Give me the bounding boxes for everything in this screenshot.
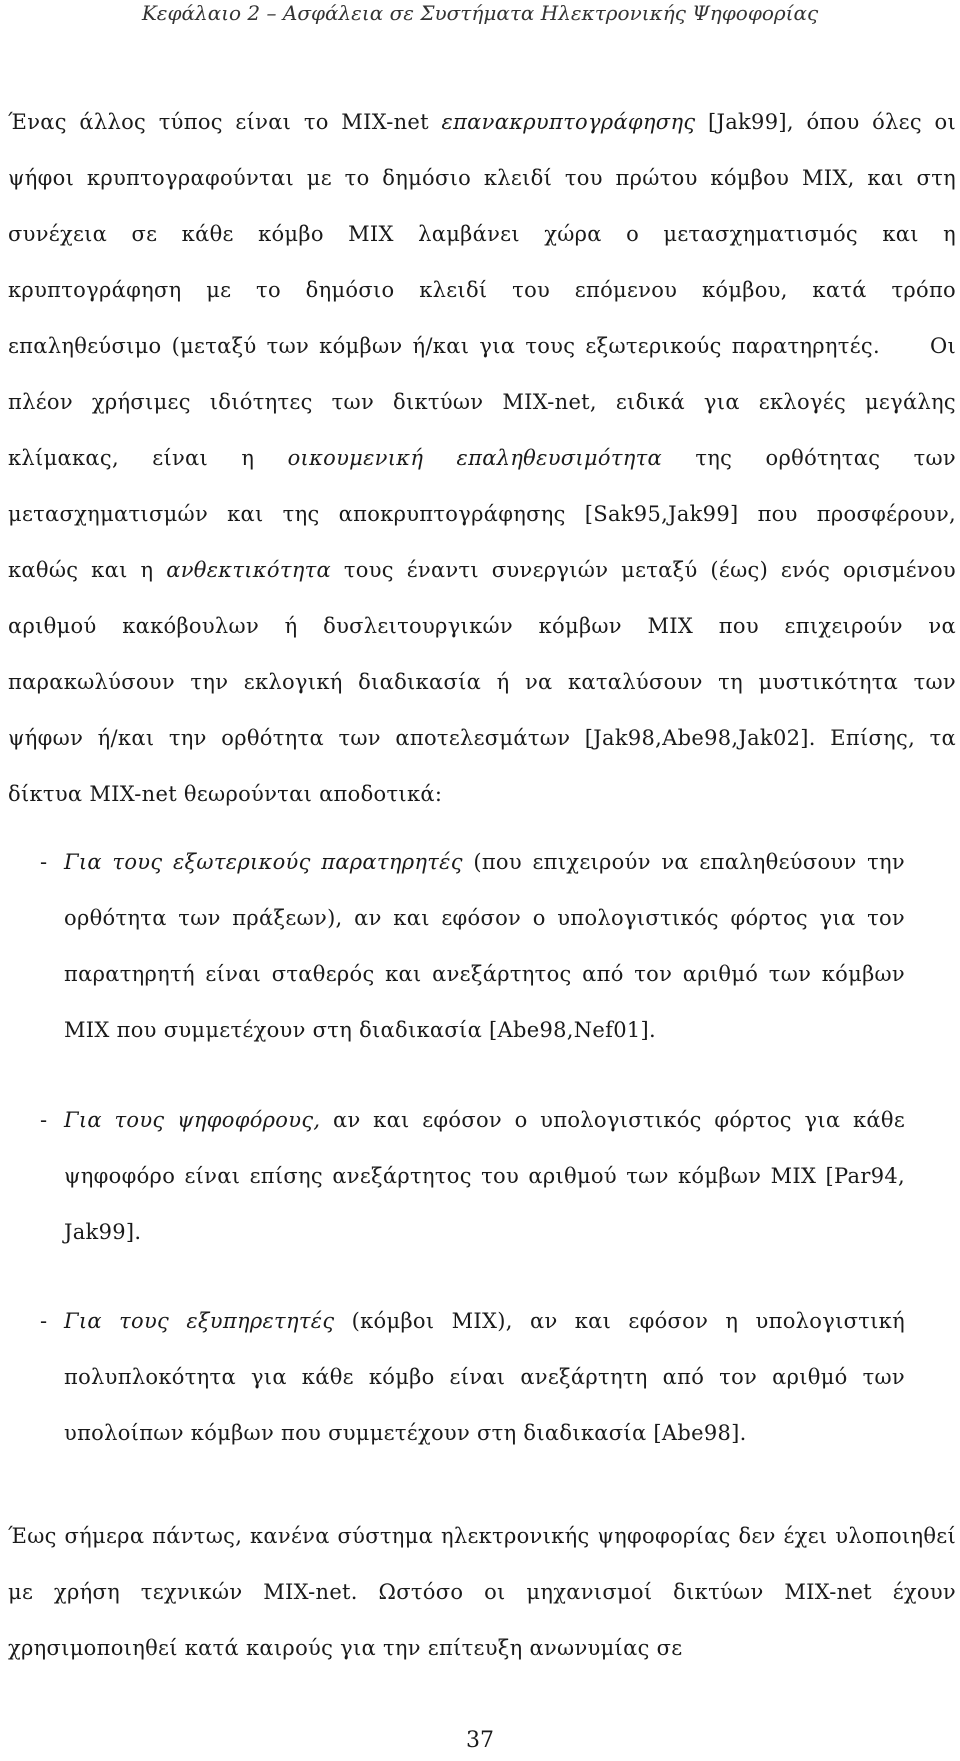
list-item — [0, 1092, 905, 1260]
list-item — [0, 834, 905, 1058]
paragraph-text: [Jak99], όπου όλες οι ψήφοι κρυπτογραφούνται με το δημόσιο κλειδί του πρώτου κόμβου MIX, και στη συνέχεια σε κάθε κόμβο MIX λαμβάνει χώρα ο μετασχηματισμός και η κρυπτογράφηση με το δημόσιο κλειδί του επόμενου κόμβου, κατά τρόπο επαληθεύσιμο (μεταξύ των κόμβων ή/και για τους εξωτερικούς παρατηρητές. — [8, 110, 956, 358]
list-item-text: (που επιχειρούν να επαληθεύσουν την ορθότητα των πράξεων), αν και εφόσον ο υπολογιστικός φόρτος για τον παρατηρητή είναι σταθερός και ανεξάρτητος από τον αριθμό των κόμβων MIX που συμμετέχουν στη διαδικασία [Abe98,Nef01]. — [64, 850, 905, 1042]
paragraph-text: τους έναντι συνεργιών μεταξύ (έως) ενός ορισμένου αριθμού κακόβουλων ή δυσλειτουργικών κόμβων MIX που επιχειρούν να παρακωλύσουν την εκλογική διαδικασία ή να καταλύσουν τη μυστικότητα των ψήφων ή/και την ορθότητα των αποτελεσμάτων [Jak98,Abe98,Jak02]. Επίσης, τα δίκτυα MIX-net θεωρούνται αποδοτικά: — [8, 558, 956, 806]
paragraph-text: Έως σήμερα πάντως, κανένα σύστημα ηλεκτρονικής ψηφοφορίας δεν έχει υλοποιηθεί με χρήση τεχνικών MIX-net. Ωστόσο οι μηχανισμοί δικτύων MIX-net έχουν χρησιμοποιηθεί κατά καιρούς για την επίτευξη ανωνυμίας σε — [8, 1524, 956, 1660]
list-item-text: αν και εφόσον ο υπολογιστικός φόρτος για κάθε ψηφοφόρο είναι επίσης ανεξάρτητος του αριθμού των κόμβων MIX [Par94, Jak99]. — [64, 1108, 905, 1244]
paragraph-text: Οι πλέον χρήσιμες ιδιότητες των δικτύων MIX-net, ειδικά για εκλογές μεγάλης κλίμακας, είναι η — [8, 334, 956, 470]
page-number: 37 — [466, 1728, 494, 1753]
paragraph-mix-net-types — [8, 94, 956, 822]
list-item — [0, 1293, 905, 1461]
emphasized-term: Για τους εξυπηρετητές — [64, 1309, 335, 1333]
emphasized-term: ανθεκτικότητα — [166, 558, 332, 582]
emphasized-term: οικουμενική επαληθευσιμότητα — [287, 446, 663, 470]
list-item-text: (κόμβοι MIX), αν και εφόσον η υπολογιστική πολυπλοκότητα για κάθε κόμβο είναι ανεξάρτητη από τον αριθμό των υπολοίπων κόμβων που συμμετέχουν στη διαδικασία [Abe98]. — [64, 1309, 905, 1445]
emphasized-term: Για τους ψηφοφόρους, — [64, 1108, 321, 1132]
paragraph-text: Ένας άλλος τύπος είναι το MIX-net — [8, 110, 442, 134]
list-dash: - — [40, 1309, 48, 1333]
paragraph-text: της ορθότητας των μετασχηματισμών και της αποκρυπτογράφησης [Sak95,Jak99] που προσφέρουν, καθώς και η — [8, 446, 956, 582]
running-header: Κεφάλαιο 2 – Ασφάλεια σε Συστήματα Ηλεκτρονικής Ψηφοφορίας — [141, 1, 819, 25]
emphasized-term: επανακρυπτογράφησης — [441, 110, 696, 134]
list-dash: - — [40, 850, 48, 874]
list-dash: - — [40, 1108, 48, 1132]
emphasized-term: Για τους εξωτερικούς παρατηρητές — [64, 850, 463, 874]
paragraph-mix-net-adoption — [8, 1508, 956, 1676]
